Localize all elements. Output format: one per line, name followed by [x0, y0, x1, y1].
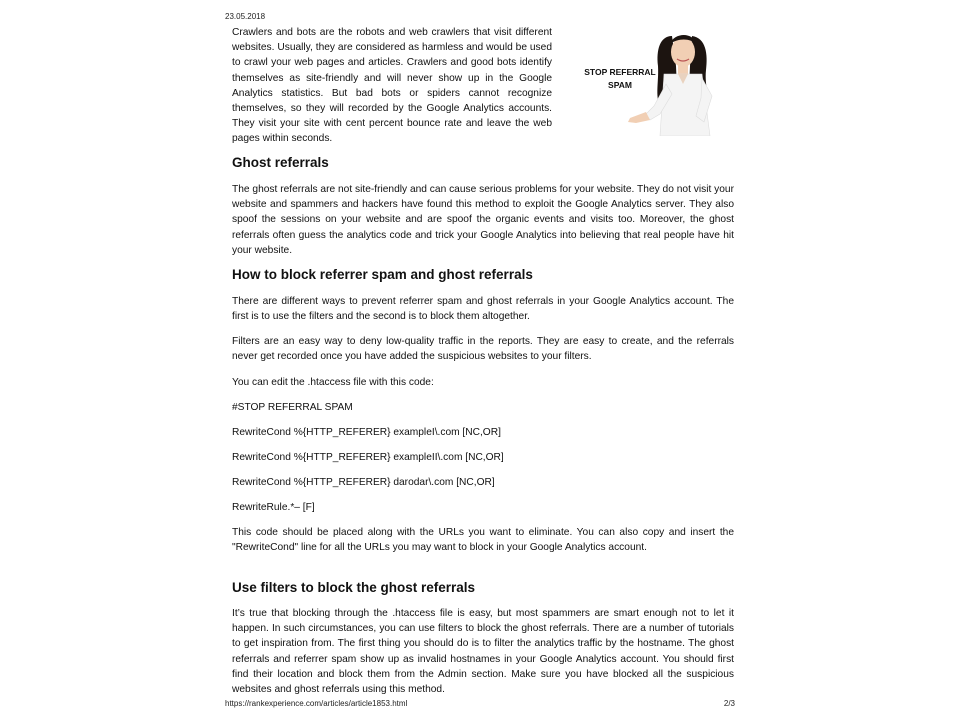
code-line: RewriteCond %{HTTP_REFERER} darodar\.com [NC,OR]	[232, 477, 495, 488]
block-paragraph-2: Filters are an easy way to deny low-quality traffic in the reports. They are easy to create, and the referrals never get recorded once you have added the suspicious websites to your filters.	[232, 336, 734, 363]
heading-use-filters: Use filters to block the ghost referrals	[232, 580, 476, 595]
promo-caption	[580, 66, 660, 92]
page-number: 2/3	[723, 699, 735, 708]
code-line: RewriteRule.*– [F]	[232, 502, 315, 513]
heading-block-spam: How to block referrer spam and ghost referrals	[232, 267, 533, 282]
code-line: #STOP REFERRAL SPAM	[232, 402, 353, 413]
ghost-paragraph: The ghost referrals are not site-friendly and can cause serious problems for your website. They do not visit your website and spammers and hackers have found this method to exploit the Google Analytics server. They also spoof the sessions on your website and are spoof the organic events and visits too. Moreover, the ghost referrals often guess the analytics code and trick your Google Analytics into believing that real people have hit your website.	[232, 184, 734, 256]
heading-ghost-referrals: Ghost referrals	[232, 155, 329, 170]
filters-paragraph: It’s true that blocking through the .htaccess file is easy, but most spammers are smart enough not to let it happen. In such circumstances, you can use filters to block the ghost referrals. There are a number of tutorials to get inspiration from. The first thing you should do is to filter the analytics traffic by the hostname. The ghost referrals and referrer spam show up as invalid hostnames in your Google Analytics account. You should first find their location and block them from the Admin section. Make sure you have blocked all the suspicious websites and ghost referrals using this method.	[232, 608, 734, 696]
block-paragraph-1: There are different ways to prevent referrer spam and ghost referrals in your Google Analytics account. The first is to use the filters and the second is to block them altogether.	[232, 296, 734, 323]
code-line: RewriteCond %{HTTP_REFERER} exampleII\.com [NC,OR]	[232, 452, 504, 463]
block-paragraph-3: You can edit the .htaccess file with this code:	[232, 377, 434, 388]
code-line: RewriteCond %{HTTP_REFERER} exampleI\.com [NC,OR]	[232, 427, 501, 438]
promo-caption-line2: SPAM	[608, 80, 632, 90]
promo-caption-line1: STOP REFERRAL	[584, 67, 656, 77]
footer-url: https://rankexperience.com/articles/article1853.html	[225, 699, 408, 708]
print-date: 23.05.2018	[225, 12, 266, 21]
block-paragraph-4: This code should be placed along with the URLs you want to eliminate. You can also copy and insert the "RewriteCond" line for all the URLs you may want to block in your Google Analytics account.	[232, 527, 734, 554]
promo-image	[580, 26, 730, 136]
intro-paragraph: Crawlers and bots are the robots and web crawlers that visit different websites. Usually, they are considered as harmless and would be used to crawl your web pages and articles. Crawlers and good bots identify themselves as site-friendly and will never show up in the Google Analytics statistics. But bad bots or spiders cannot recognize themselves, so they will recorded by the Google Analytics accounts. They visit your site with cent percent bounce rate and leave the web pages within seconds.	[232, 27, 552, 145]
